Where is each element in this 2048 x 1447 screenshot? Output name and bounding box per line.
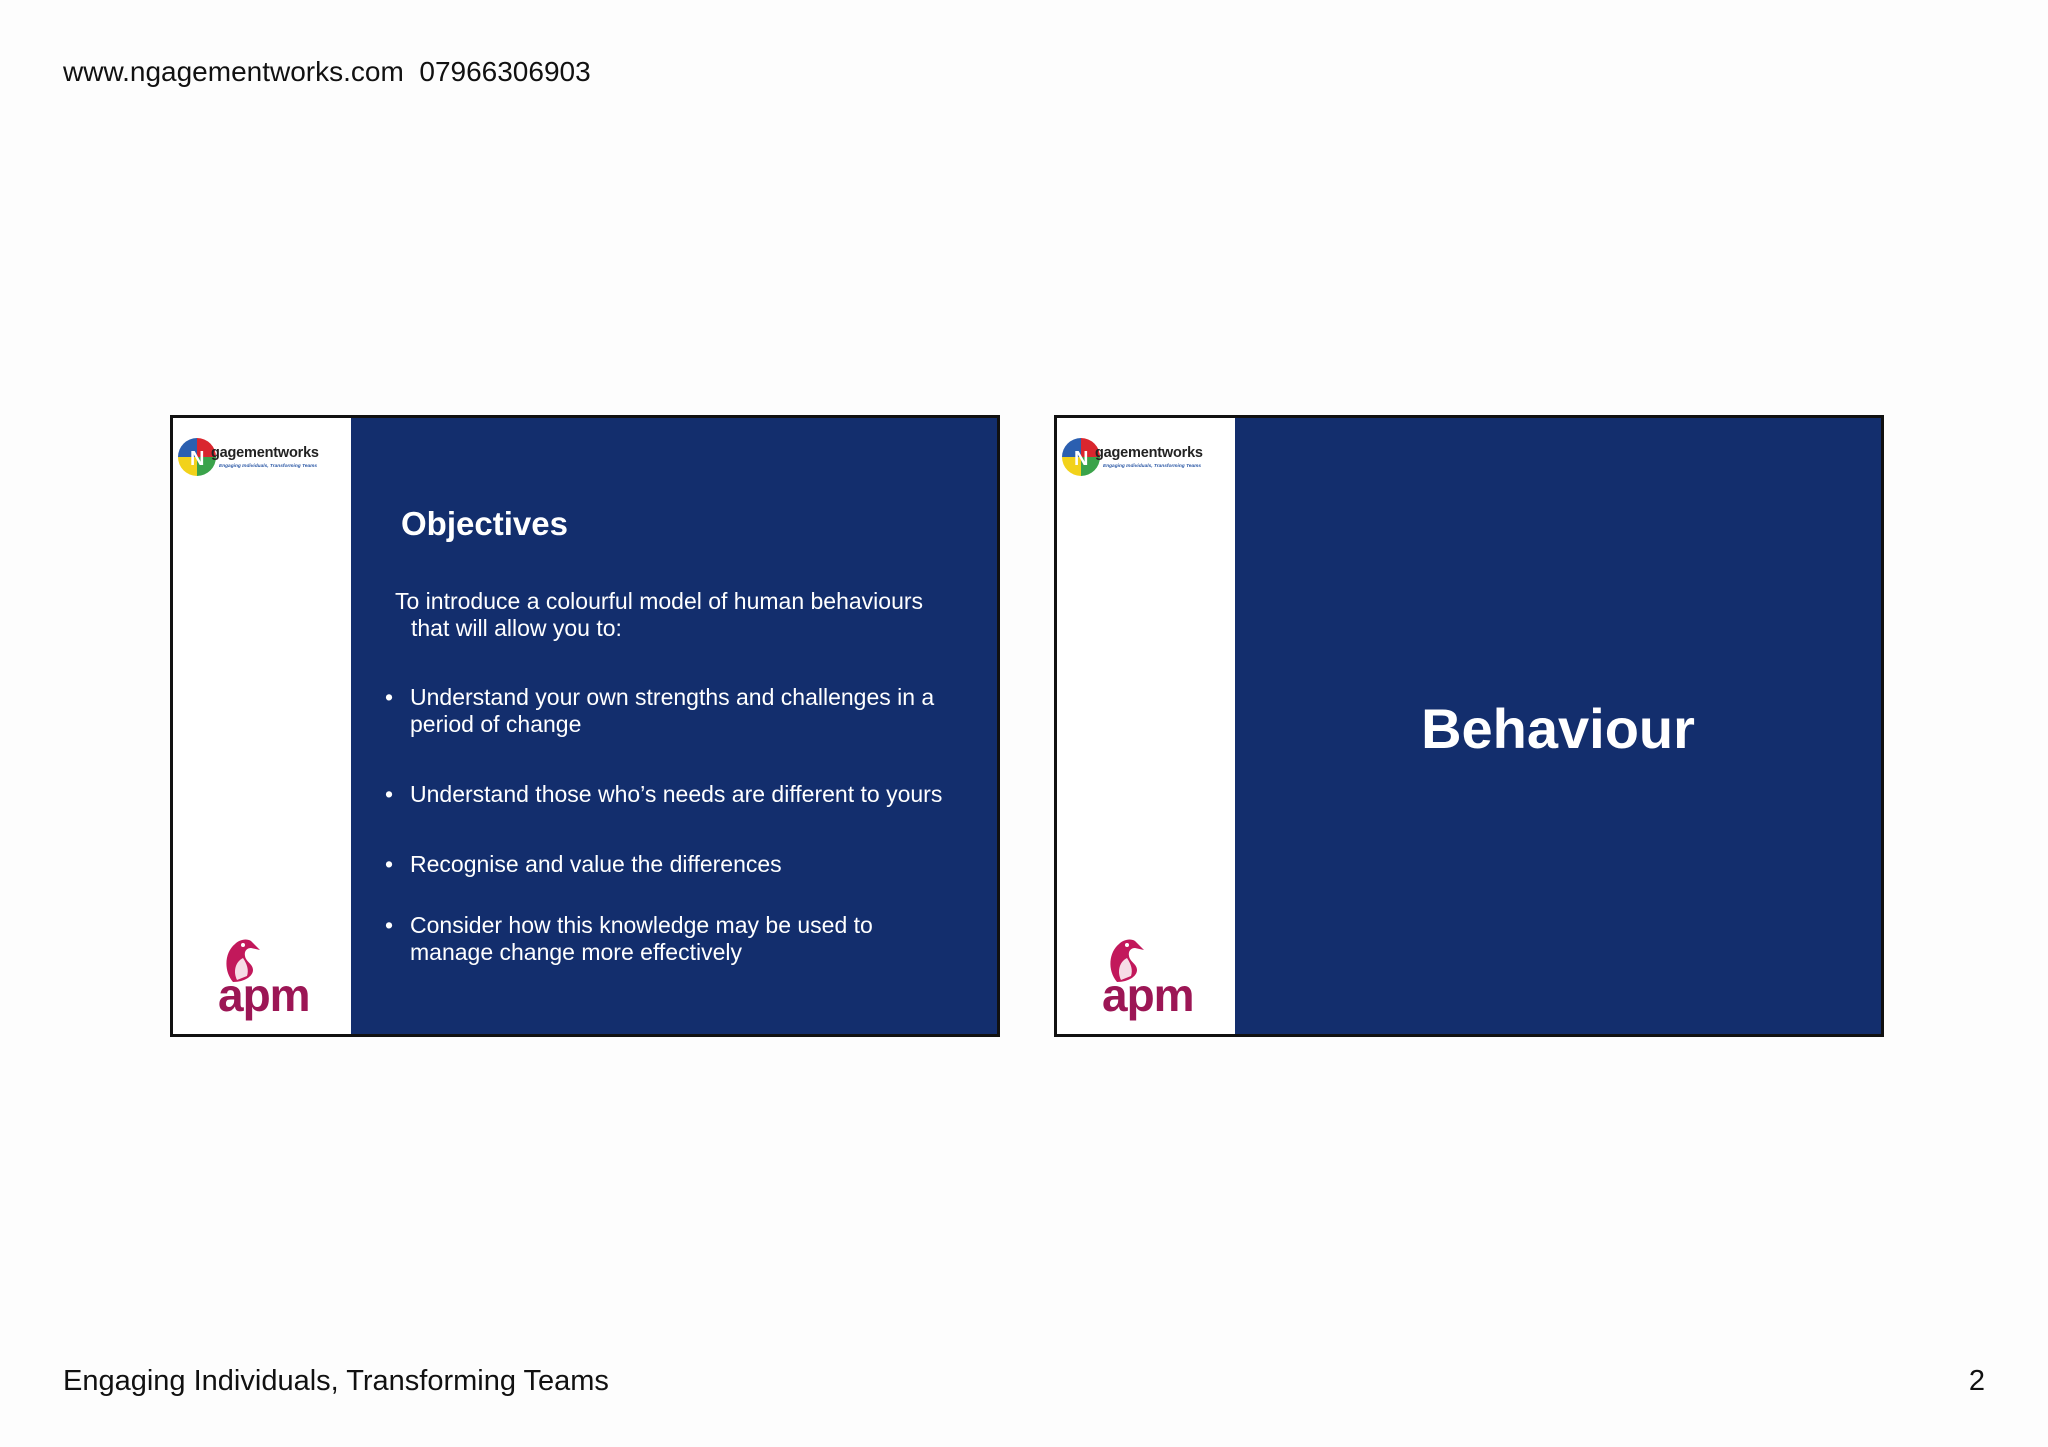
objective-item <box>385 781 1000 808</box>
intro-line-1: To introduce a colourful model of human behaviours <box>395 588 924 614</box>
bullet-dot: • <box>385 851 394 877</box>
objective-line-1: Consider how this knowledge may be used to <box>410 912 873 938</box>
ngagementworks-logo <box>1062 438 1234 480</box>
slide-title: Objectives <box>401 505 568 542</box>
phone-number: 07966306903 <box>419 56 591 87</box>
svg-text:N: N <box>1074 448 1089 470</box>
slide-content-panel <box>351 418 997 1034</box>
brand-name: gagementworks <box>1095 445 1203 461</box>
objective-item <box>385 684 1000 738</box>
page-number: 2 <box>1968 1365 1985 1397</box>
ngagementworks-logo <box>178 438 350 480</box>
slide-content-panel <box>1235 418 1881 1034</box>
slide-intro <box>395 588 995 642</box>
objective-line-2: period of change <box>410 711 582 737</box>
svg-text:N: N <box>190 448 205 470</box>
apm-logo <box>1097 930 1197 1022</box>
intro-line-2: that will allow you to: <box>411 615 622 641</box>
objective-item <box>385 912 1000 966</box>
slide-sidebar <box>1057 418 1235 1034</box>
footer-tagline: Engaging Individuals, Transforming Teams <box>63 1365 609 1397</box>
objective-item <box>385 851 1000 878</box>
website-url[interactable]: www.ngagementworks.com <box>63 56 404 87</box>
header-contact <box>63 56 591 88</box>
objective-line-1: Understand your own strengths and challenges in a <box>410 684 935 710</box>
objective-line-2: manage change more effectively <box>410 939 742 965</box>
brand-tagline: Engaging Individuals, Transforming Teams <box>1103 464 1202 469</box>
apm-wordmark: apm <box>218 969 310 1021</box>
slide-behaviour <box>1054 415 1884 1037</box>
bullet-dot: • <box>385 912 394 938</box>
objective-line-1: Recognise and value the differences <box>410 851 782 877</box>
bullet-dot: • <box>385 781 394 807</box>
objective-line-1: Understand those who’s needs are different to yours <box>410 781 943 807</box>
slide-objectives <box>170 415 1000 1037</box>
apm-logo <box>213 930 313 1022</box>
brand-name: gagementworks <box>211 445 319 461</box>
slide-title: Behaviour <box>1421 697 1695 760</box>
slide-sidebar <box>173 418 351 1034</box>
bullet-dot: • <box>385 684 394 710</box>
brand-tagline: Engaging Individuals, Transforming Teams <box>219 464 318 469</box>
apm-wordmark: apm <box>1102 969 1194 1021</box>
